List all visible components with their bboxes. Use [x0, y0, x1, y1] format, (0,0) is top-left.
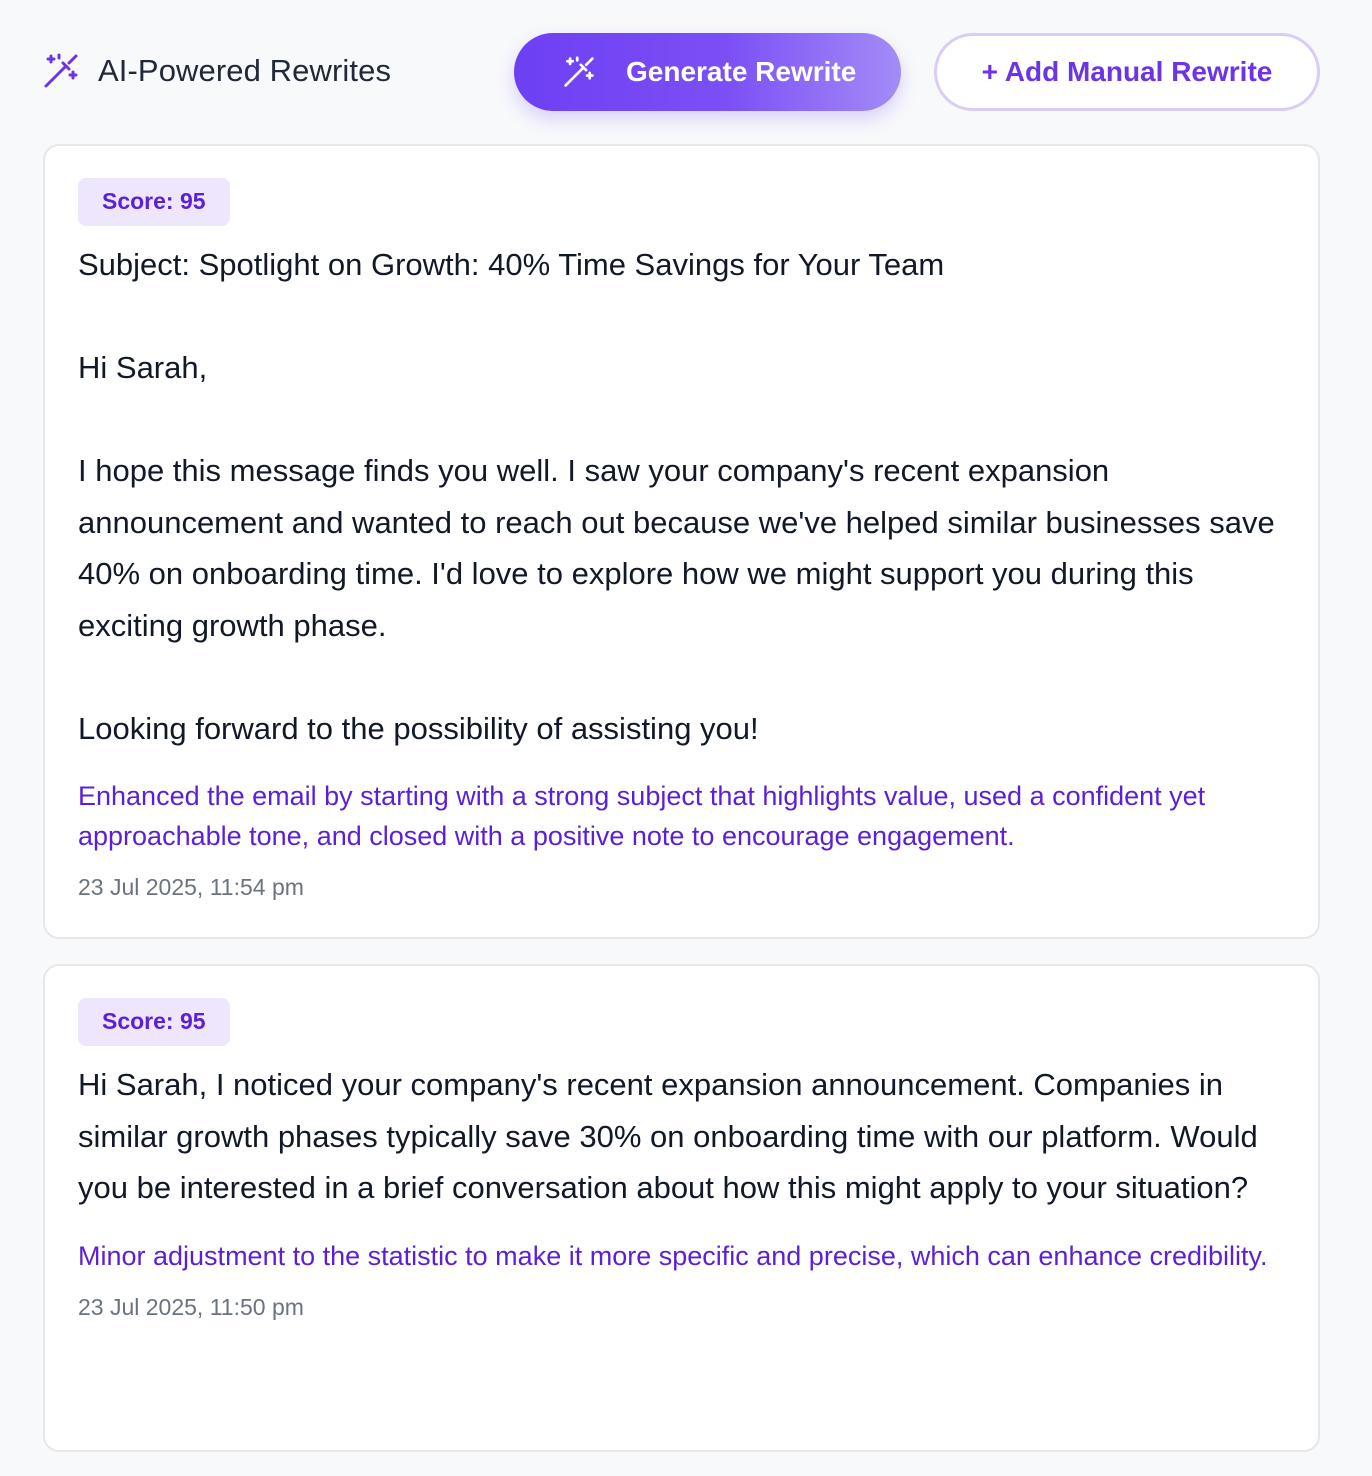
section-title	[42, 52, 391, 90]
rewrite-rationale: Minor adjustment to the statistic to make it more specific and precise, which can enhance credibility.	[78, 1240, 1268, 1271]
rewrite-text: Subject: Spotlight on Growth: 40% Time Savings for Your Team Hi Sarah, I hope this message finds you well. I saw your company's recent expansion announcement and wanted to reach out because we've helped similar businesses save 40% on onboarding time. I'd love to explore how we might support you during this exciting growth phase. Looking forward to the possibility of assisting you!	[78, 247, 1275, 746]
generate-rewrite-button[interactable]	[514, 33, 901, 111]
score-badge: Score: 95	[78, 178, 230, 226]
magic-wand-icon	[562, 55, 596, 89]
magic-wand-icon	[42, 52, 80, 90]
rewrite-rationale: Enhanced the email by starting with a strong subject that highlights value, used a confident yet approachable tone, and closed with a positive note to encourage engagement.	[78, 781, 1206, 851]
score-badge: Score: 95	[78, 998, 230, 1046]
rewrite-card	[43, 964, 1320, 1452]
rewrite-text: Hi Sarah, I noticed your company's recent expansion announcement. Companies in similar growth phases typically save 30% on onboarding time with our platform. Would you be interested in a brief conversation about how this might apply to your situation?	[78, 1067, 1267, 1205]
rewrite-timestamp: 23 Jul 2025, 11:54 pm	[78, 874, 304, 900]
section-title-label: AI-Powered Rewrites	[98, 53, 392, 88]
generate-rewrite-label: Generate Rewrite	[626, 56, 857, 87]
rewrite-timestamp: 23 Jul 2025, 11:50 pm	[78, 1293, 304, 1320]
rewrites-header	[0, 0, 1372, 144]
rewrite-card	[43, 144, 1320, 939]
add-manual-rewrite-button[interactable]: + Add Manual Rewrite	[934, 33, 1320, 111]
